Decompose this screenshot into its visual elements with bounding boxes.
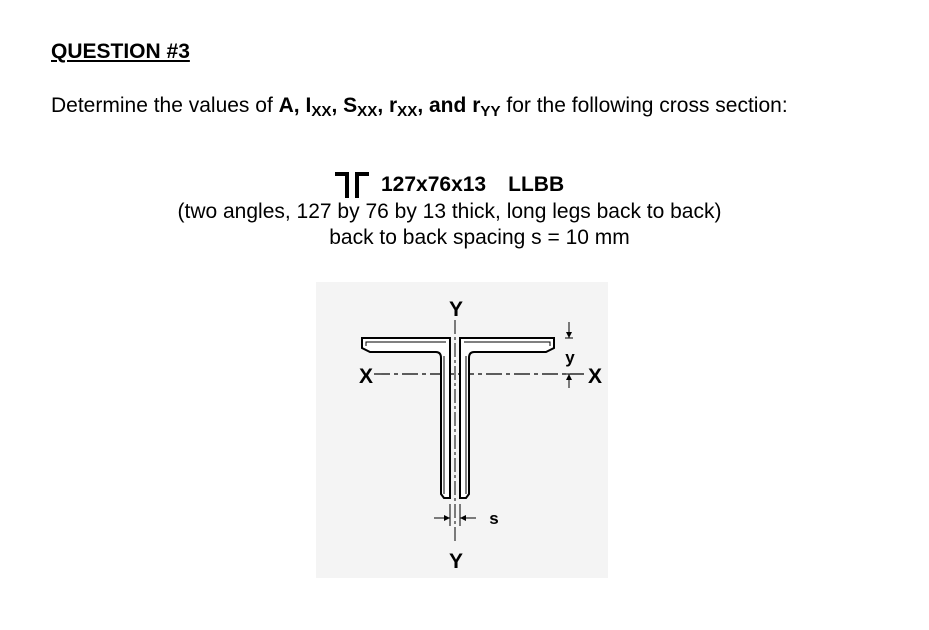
word-and: and (429, 94, 467, 117)
x-axis-label-right: X (587, 365, 603, 388)
symbol-ixx: IXX (305, 94, 332, 120)
double-angle-icon (335, 172, 369, 198)
y-axis-label-top: Y (448, 298, 464, 321)
section-designation (335, 172, 564, 198)
symbol-sxx: SXX (343, 94, 378, 120)
y-dim-label: y (565, 348, 575, 367)
cross-section-figure (316, 282, 608, 583)
x-axis-label-left: X (358, 365, 374, 388)
cross-section-diagram (316, 282, 608, 578)
symbol-ryy: rYY (472, 94, 501, 120)
section-description: (two angles, 127 by 76 by 13 thick, long legs back to back) (177, 200, 722, 223)
symbol-rxx: rXX (388, 94, 418, 120)
symbol-area: A (278, 94, 294, 117)
section-size: 127x76x13 (381, 173, 487, 196)
s-dim-label: s (489, 509, 499, 528)
section-spacing: back to back spacing s = 10 mm (329, 226, 630, 249)
prompt-text-pre: Determine the values of (51, 94, 279, 117)
prompt-text-post: for the following cross section: (500, 94, 788, 117)
question-heading: QUESTION #3 (51, 40, 190, 63)
question-prompt: Determine the values of A, IXX, SXX, rXX, and rYY for the following cross section: (51, 94, 788, 120)
y-axis-label-bottom: Y (448, 550, 464, 573)
section-code: LLBB (508, 173, 565, 196)
